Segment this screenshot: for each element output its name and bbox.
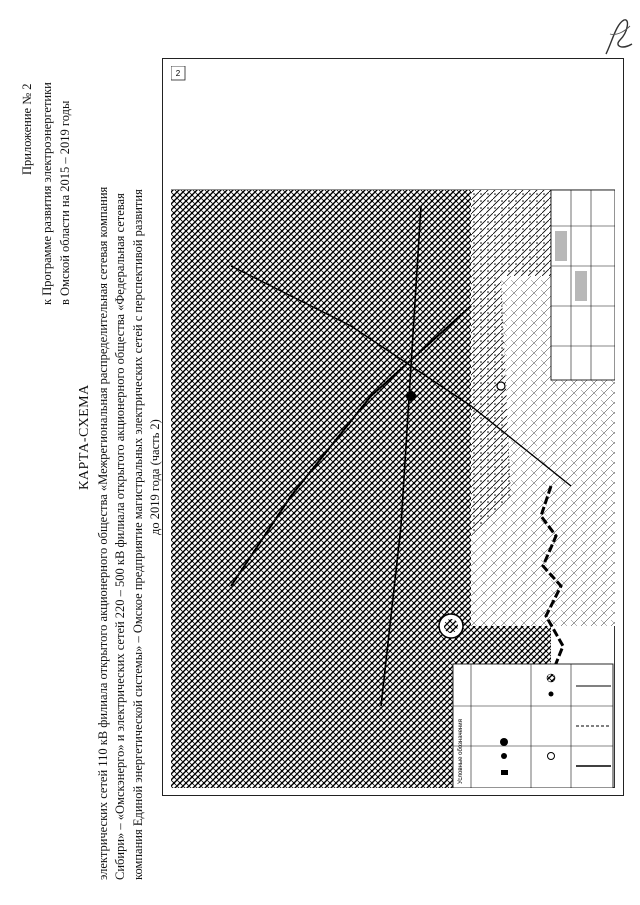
title-line-3: компания Единой энергетической системы» – Омское предприятие магистральных электрических сетей с перспективой развития — [131, 189, 145, 880]
legend — [453, 664, 613, 788]
legend-swatch — [500, 738, 508, 746]
legend-swatch — [548, 753, 555, 760]
appendix-line-2: к Программе развития электроэнергетики — [40, 82, 54, 305]
signature-mark — [602, 14, 636, 60]
substation-marker — [406, 391, 416, 401]
title-line-4: до 2019 года (часть 2) — [148, 419, 162, 535]
substation-marker — [444, 619, 458, 633]
title-block — [551, 190, 615, 380]
map-scheme — [171, 66, 615, 788]
map-blank-area — [171, 66, 615, 190]
appendix-line-3: в Омской области на 2015 – 2019 годы — [58, 100, 72, 305]
legend-header: Условные обозначения — [458, 719, 464, 784]
title-heading: КАРТА-СХЕМА — [77, 384, 92, 490]
legend-swatch — [501, 770, 508, 775]
title-line-2: Сибири» – «Омскэнерго» и электрических сетей 220 – 500 кВ филиала открытого акционерного общества «Федеральная сетевая — [113, 193, 127, 880]
substation-marker — [497, 382, 505, 390]
legend-swatch — [547, 674, 555, 682]
legend-swatch — [501, 753, 507, 759]
appendix-line-1: Приложение № 2 — [20, 83, 34, 175]
sheet-number: 2 — [175, 69, 181, 78]
legend-swatch — [549, 692, 554, 697]
title-line-1: электрических сетей 110 кВ филиала открытого акционерного общества «Межрегиональная распределительная сетевая компания — [96, 186, 110, 880]
